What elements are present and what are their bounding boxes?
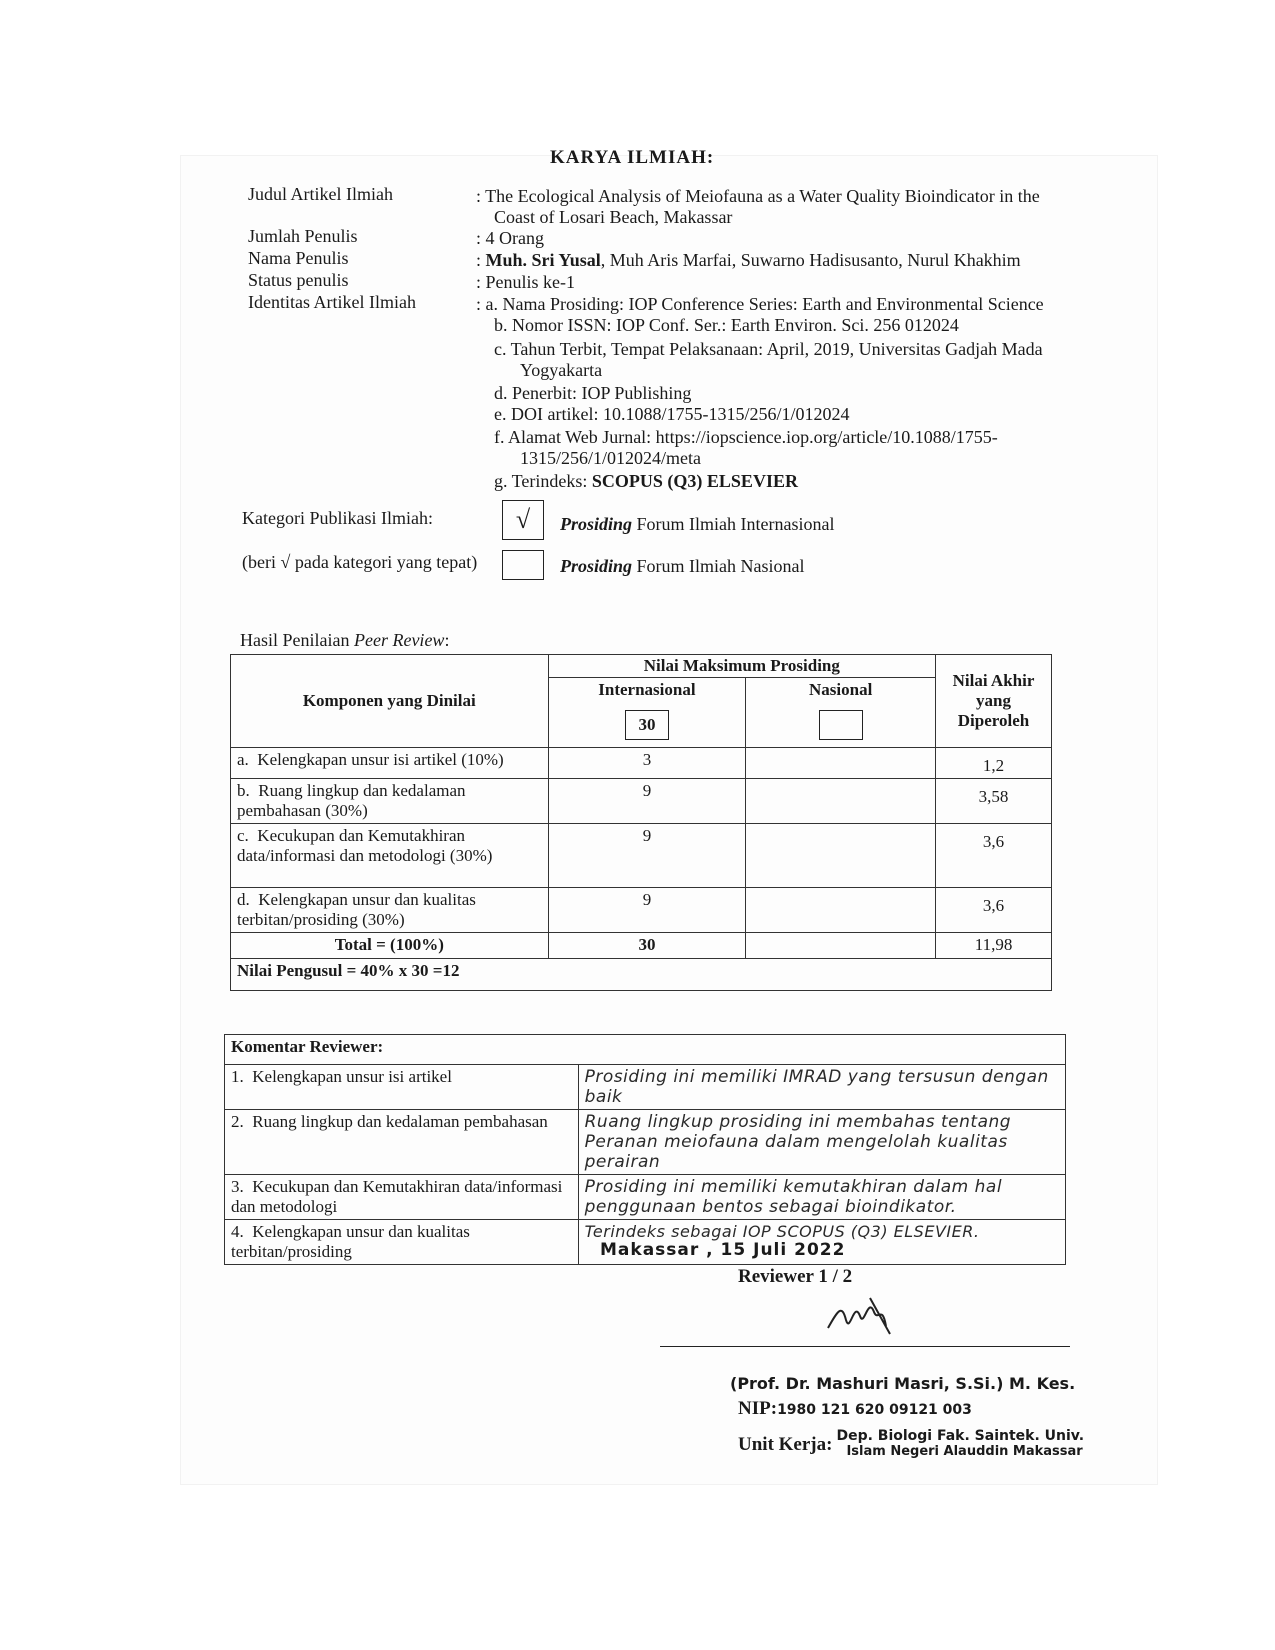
kategori-hint: (beri √ pada kategori yang tepat) xyxy=(242,552,478,572)
table-row xyxy=(231,888,1052,933)
col-internasional: Internasional xyxy=(598,680,696,699)
judul-line-2: Coast of Losari Beach, Makassar xyxy=(494,207,733,227)
status-value: : Penulis ke-1 xyxy=(476,272,575,292)
peer-review-table xyxy=(230,654,1052,991)
row-intl-value: 9 xyxy=(548,824,746,888)
komentar-text: Prosiding ini memiliki kemutakhiran dalam hal penggunaan bentos sebagai bioindikator. xyxy=(578,1175,1065,1220)
status-label: Status penulis xyxy=(248,270,349,290)
komentar-row xyxy=(225,1175,1066,1220)
komentar-text: Prosiding ini memiliki IMRAD yang tersusun dengan baik xyxy=(578,1065,1065,1110)
identitas-label: Identitas Artikel Ilmiah xyxy=(248,292,416,312)
kategori-option-internasional xyxy=(560,514,835,535)
row-akhir-value: 3,6 xyxy=(936,824,1052,888)
box-nasional-empty xyxy=(819,710,863,740)
option-internasional-italic: Prosiding xyxy=(560,514,633,534)
jumlah-label: Jumlah Penulis xyxy=(248,226,358,246)
table-row xyxy=(231,779,1052,824)
row-nasional-value xyxy=(746,779,936,824)
nama-label: Nama Penulis xyxy=(248,248,349,268)
unit-kerja-line xyxy=(738,1428,1084,1459)
identitas-item-e: e. DOI artikel: 10.1088/1755-1315/256/1/012024 xyxy=(494,404,850,424)
place-date: Makassar , 15 Juli 2022 xyxy=(600,1240,846,1260)
table-row xyxy=(231,824,1052,888)
table-row xyxy=(231,748,1052,779)
peer-review-heading xyxy=(240,630,449,651)
signature-mark xyxy=(820,1290,910,1340)
komentar-row xyxy=(225,1110,1066,1175)
row-intl-value: 9 xyxy=(548,779,746,824)
komentar-aspect: 3. Kecukupan dan Kemutakhiran data/informasi dan metodologi xyxy=(225,1175,579,1220)
identitas-item-g-value: SCOPUS (Q3) ELSEVIER xyxy=(591,471,798,491)
row-akhir-value: 1,2 xyxy=(936,748,1052,779)
peer-review-heading-italic: Peer Review xyxy=(353,630,445,650)
nama-first-author: Muh. Sri Yusal xyxy=(485,250,601,270)
total-row xyxy=(231,933,1052,959)
total-label: Total = (100%) xyxy=(231,933,549,959)
document-title: KARYA ILMIAH: xyxy=(550,147,715,163)
judul-value xyxy=(476,186,1096,228)
reviewer-name: (Prof. Dr. Mashuri Masri, S.Si.) M. Kes. xyxy=(730,1374,1076,1393)
komentar-aspect: 1. Kelengkapan unsur isi artikel xyxy=(225,1065,579,1110)
col-nilai-maksimum: Nilai Maksimum Prosiding xyxy=(548,655,936,678)
option-nasional-text: Forum Ilmiah Nasional xyxy=(632,556,805,576)
peer-review-heading-text: Hasil Penilaian xyxy=(240,630,354,650)
identitas-item-f-cont: 1315/256/1/012024/meta xyxy=(520,448,701,468)
komentar-text: Ruang lingkup prosiding ini membahas tentang Peranan meiofauna dalam mengelolah kualitas perairan xyxy=(578,1110,1065,1175)
reviewer-label: Reviewer 1 / 2 xyxy=(738,1266,853,1287)
option-internasional-text: Forum Ilmiah Internasional xyxy=(632,514,835,534)
judul-line-1: : The Ecological Analysis of Meiofauna as a Water Quality Bioindicator in the xyxy=(476,186,1040,206)
row-nasional-value xyxy=(746,824,936,888)
unit-kerja-label: Unit Kerja: xyxy=(738,1434,833,1455)
identitas-item-a: : a. Nama Prosiding: IOP Conference Series: Earth and Environmental Science xyxy=(476,294,1044,314)
identitas-item-c: c. Tahun Terbit, Tempat Pelaksanaan: April, 2019, Universitas Gadjah Mada xyxy=(494,339,1043,359)
identitas-item-g: g. Terindeks: xyxy=(494,471,592,491)
unit-kerja-value-1: Dep. Biologi Fak. Saintek. Univ. xyxy=(836,1428,1085,1444)
total-nasional xyxy=(746,933,936,959)
total-akhir: 11,98 xyxy=(936,933,1052,959)
komentar-aspect: 4. Kelengkapan unsur dan kualitas terbitan/prosiding xyxy=(225,1220,579,1265)
nip-value: 1980 121 620 09121 003 xyxy=(777,1402,972,1418)
identitas-item-d: d. Penerbit: IOP Publishing xyxy=(494,383,692,403)
identitas-item-b: b. Nomor ISSN: IOP Conf. Ser.: Earth Environ. Sci. 256 012024 xyxy=(494,315,959,335)
nip-label: NIP: xyxy=(738,1398,778,1419)
row-akhir-value: 3,58 xyxy=(936,779,1052,824)
signature-line xyxy=(660,1346,1070,1347)
judul-label: Judul Artikel Ilmiah xyxy=(248,184,393,204)
kategori-label: Kategori Publikasi Ilmiah: xyxy=(242,508,433,528)
checkbox-internasional[interactable]: √ xyxy=(502,500,544,540)
option-nasional-italic: Prosiding xyxy=(560,556,633,576)
row-intl-value: 3 xyxy=(548,748,746,779)
col-nilai-akhir: Nilai Akhir yang Diperoleh xyxy=(936,655,1052,748)
box-internasional-value: 30 xyxy=(625,710,669,740)
row-nasional-value xyxy=(746,888,936,933)
checkbox-nasional[interactable] xyxy=(502,550,544,580)
nama-value xyxy=(476,250,1096,271)
pengusul-row xyxy=(231,959,1052,991)
row-component-label: a. Kelengkapan unsur isi artikel (10%) xyxy=(231,748,549,779)
row-akhir-value: 3,6 xyxy=(936,888,1052,933)
unit-kerja-value-2: Islam Negeri Alauddin Makassar xyxy=(846,1444,1083,1459)
komentar-row xyxy=(225,1065,1066,1110)
identitas-item-c-cont: Yogyakarta xyxy=(520,360,603,380)
row-intl-value: 9 xyxy=(548,888,746,933)
row-component-label: d. Kelengkapan unsur dan kualitas terbitan/prosiding (30%) xyxy=(231,888,549,933)
nilai-pengusul: Nilai Pengusul = 40% x 30 =12 xyxy=(231,959,1052,991)
komentar-heading: Komentar Reviewer: xyxy=(225,1035,1066,1065)
row-component-label: b. Ruang lingkup dan kedalaman pembahasan (30%) xyxy=(231,779,549,824)
row-nasional-value xyxy=(746,748,936,779)
total-intl: 30 xyxy=(548,933,746,959)
peer-review-heading-colon: : xyxy=(444,630,450,650)
row-component-label: c. Kecukupan dan Kemutakhiran data/informasi dan metodologi (30%) xyxy=(231,824,549,888)
komentar-table xyxy=(224,1034,1066,1265)
col-komponen: Komponen yang Dinilai xyxy=(231,655,549,748)
identitas-item-f: f. Alamat Web Jurnal: https://iopscience.iop.org/article/10.1088/1755- xyxy=(494,427,998,447)
identitas-list xyxy=(476,294,1096,492)
col-nasional: Nasional xyxy=(809,680,873,699)
nip-line xyxy=(738,1398,972,1420)
col-internasional-cell xyxy=(548,678,746,748)
jumlah-value: : 4 Orang xyxy=(476,228,544,248)
nama-prefix: : xyxy=(476,250,486,270)
komentar-aspect: 2. Ruang lingkup dan kedalaman pembahasan xyxy=(225,1110,579,1175)
komentar-text: Terindeks sebagai IOP SCOPUS (Q3) ELSEVIER. xyxy=(578,1220,1065,1265)
nama-co-authors: , Muh Aris Marfai, Suwarno Hadisusanto, Nurul Khakhim xyxy=(600,250,1021,270)
col-nasional-cell xyxy=(746,678,936,748)
kategori-option-nasional xyxy=(560,556,805,577)
